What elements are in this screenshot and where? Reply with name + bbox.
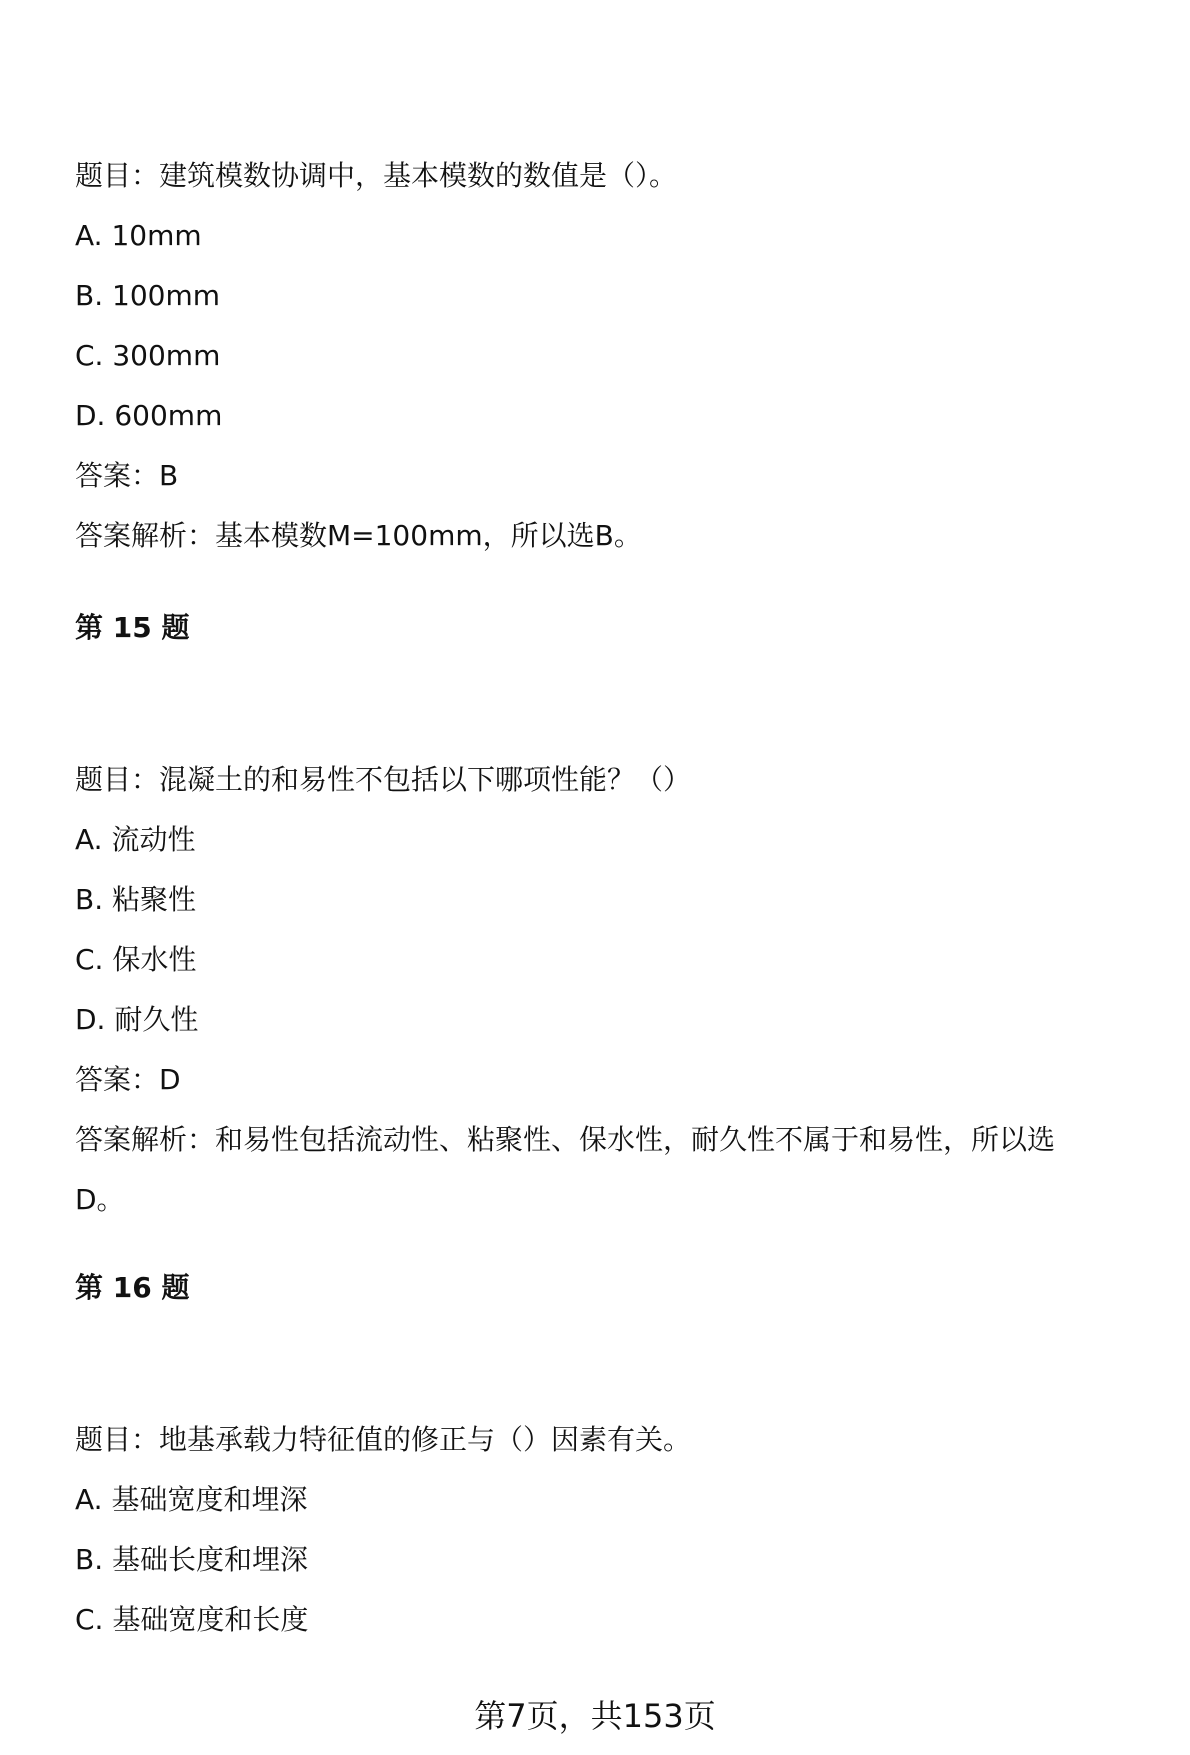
page-number: 第7页，共153页 (474, 1697, 716, 1735)
q15-option-d: D. 耐久性 (75, 1003, 199, 1036)
q16-option-b: B. 基础长度和埋深 (75, 1543, 309, 1576)
q14-option-b: B. 100mm (75, 279, 221, 312)
q15-option-a: A. 流动性 (75, 823, 196, 856)
q15-heading: 第 15 题 (75, 611, 190, 644)
q14-option-c: C. 300mm (75, 339, 221, 372)
q15-option-b: B. 粘聚性 (75, 883, 197, 916)
q14-answer: 答案：B (75, 459, 179, 492)
q16-option-c: C. 基础宽度和长度 (75, 1603, 309, 1636)
q16-option-a: A. 基础宽度和埋深 (75, 1483, 308, 1516)
q16-question: 题目：地基承载力特征值的修正与（）因素有关。 (75, 1423, 692, 1456)
q15-analysis-line1: 答案解析：和易性包括流动性、粘聚性、保水性，耐久性不属于和易性，所以选 (75, 1123, 1056, 1156)
q14-option-a: A. 10mm (75, 219, 202, 252)
q16-heading: 第 16 题 (75, 1271, 190, 1304)
q15-answer: 答案：D (75, 1063, 181, 1096)
q15-analysis-line2: D。 (75, 1183, 125, 1216)
q15-option-c: C. 保水性 (75, 943, 197, 976)
q15-question: 题目：混凝土的和易性不包括以下哪项性能？（） (75, 763, 692, 796)
q14-question: 题目：建筑模数协调中，基本模数的数值是（）。 (75, 159, 678, 192)
q14-analysis: 答案解析：基本模数M=100mm，所以选B。 (75, 519, 642, 552)
q14-option-d: D. 600mm (75, 399, 223, 432)
